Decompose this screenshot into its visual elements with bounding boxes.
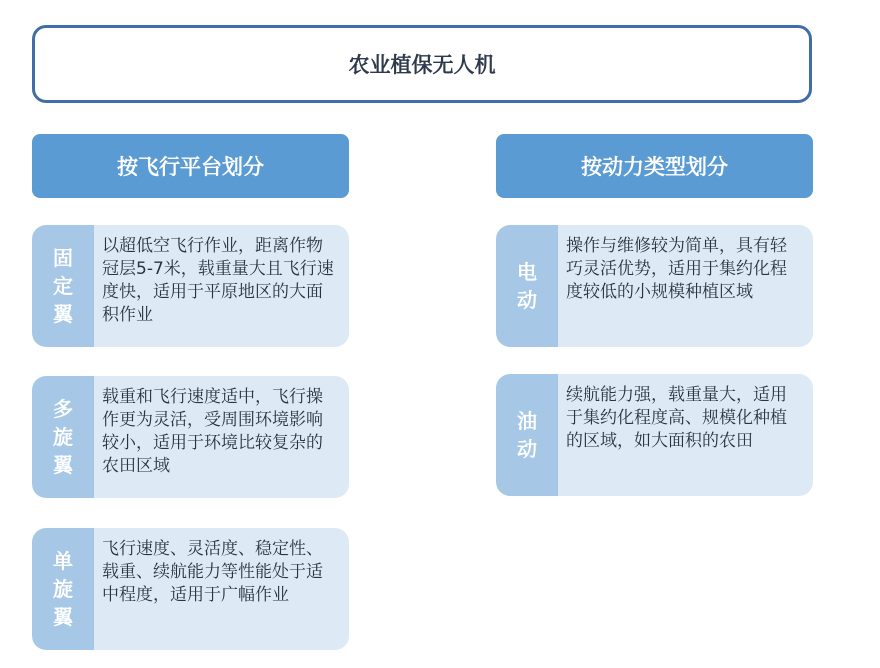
- platform-tag: [32, 376, 94, 498]
- platform-description: 载重和飞行速度适中，飞行操作更为灵活，受周围环境影响较小，适用于环境比较复杂的农田区域: [102, 387, 323, 476]
- platform-description: 飞行速度、灵活度、稳定性、载重、续航能力等性能处于适中程度，适用于广幅作业: [102, 539, 323, 605]
- platform-name: 多旋翼: [53, 397, 73, 477]
- power-tag: [496, 374, 558, 496]
- platform-category-header: 按飞行平台划分: [32, 134, 349, 198]
- platform-tag: [32, 528, 94, 650]
- platform-card-single-rotor: [32, 528, 349, 650]
- platform-card-multi-rotor: [32, 376, 349, 498]
- power-description: 续航能力强，载重量大，适用于集约化程度高、规模化种植的区域，如大面积的农田: [566, 385, 787, 451]
- platform-description: 以超低空飞行作业，距离作物冠层5-7米，载重量大且飞行速度快，适用于平原地区的大面积作业: [102, 236, 334, 325]
- power-category-header: 按动力类型划分: [496, 134, 813, 198]
- power-card-electric: [496, 225, 813, 347]
- platform-card-fixed-wing: [32, 225, 349, 347]
- power-name: 电动: [517, 260, 537, 312]
- diagram-title: 农业植保无人机: [32, 25, 812, 103]
- power-name: 油动: [517, 409, 537, 461]
- platform-name: 固定翼: [53, 246, 73, 326]
- power-tag: [496, 225, 558, 347]
- platform-tag: [32, 225, 94, 347]
- power-description: 操作与维修较为简单，具有轻巧灵活优势，适用于集约化程度较低的小规模种植区域: [566, 236, 787, 302]
- power-card-fuel: [496, 374, 813, 496]
- platform-name: 单旋翼: [53, 549, 73, 629]
